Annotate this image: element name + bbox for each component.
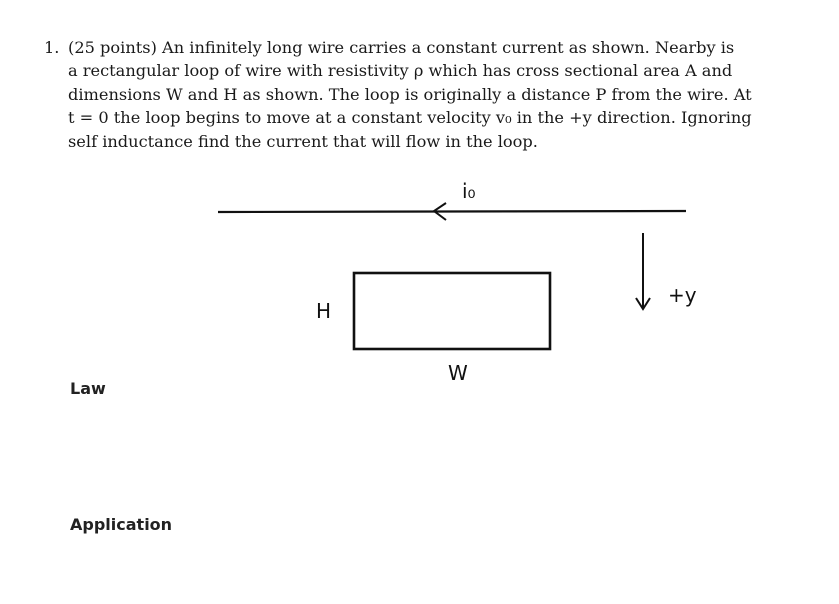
problem-number: 1. [44, 38, 60, 57]
width-label: W [448, 361, 468, 385]
problem-line-5: self inductance find the current that will flow in the loop. [68, 131, 538, 151]
problem-line-4: t = 0 the loop begins to move at a constant velocity v₀ in the +y direction. Ignoring [68, 108, 752, 128]
problem-line-2: a rectangular loop of wire with resistivity ρ which has cross sectional area A and [68, 61, 733, 81]
law-heading: Law [70, 379, 106, 398]
application-heading: Application [70, 515, 173, 534]
direction-label: +y [668, 283, 697, 307]
height-label: H [316, 299, 332, 323]
loop-rectangle [354, 273, 550, 349]
problem-line-3: dimensions W and H as shown. The loop is originally a distance P from the wire. At [68, 84, 752, 104]
problem-line-1: (25 points) An infinitely long wire carries a constant current as shown. Nearby is [68, 38, 735, 57]
wire-line [218, 211, 686, 212]
current-label: i₀ [462, 179, 476, 203]
